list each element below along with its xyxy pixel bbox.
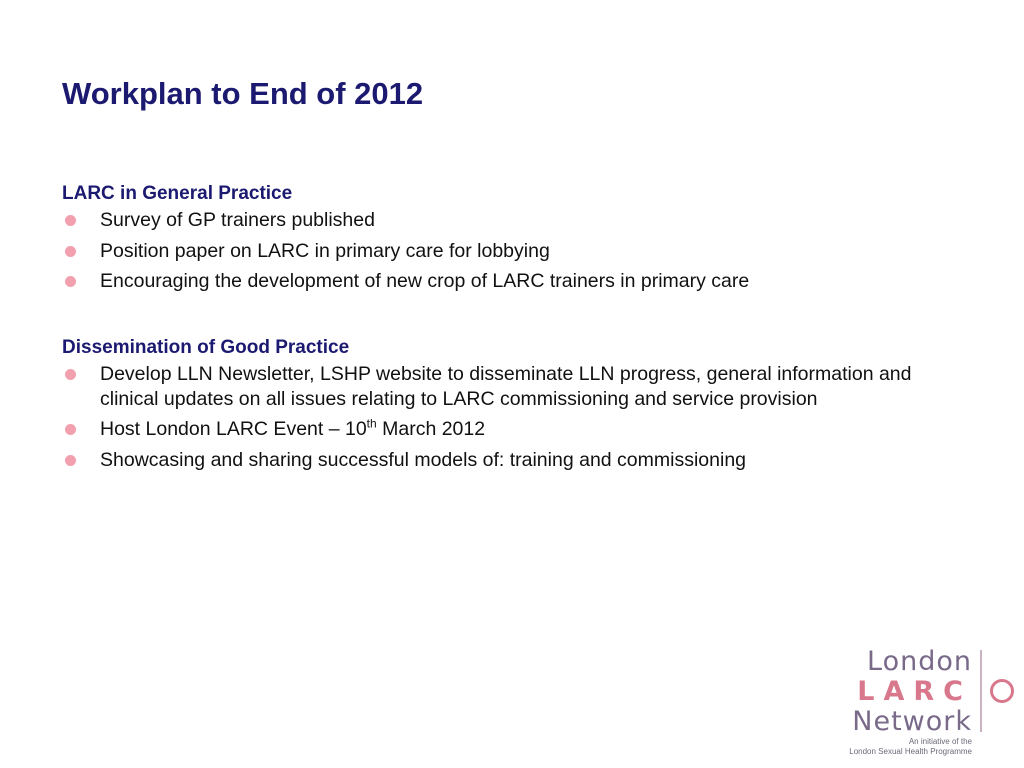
section-heading: LARC in General Practice	[62, 183, 293, 204]
bullet-dot-icon	[65, 455, 76, 466]
bullet-text: Encouraging the development of new crop of LARC trainers in primary care	[100, 270, 750, 292]
bullet-dot-icon	[65, 246, 76, 257]
section-larc-general-practice	[62, 182, 962, 300]
bullet-item	[62, 269, 962, 294]
bullet-text: Showcasing and sharing successful models of: training and commissioning	[100, 448, 747, 471]
section-heading: Dissemination of Good Practice	[62, 337, 350, 358]
logo-line-larc: LARC	[857, 676, 972, 707]
bullet-text: Develop LLN Newsletter, LSHP website to disseminate LLN progress, general information and clinical updates on all issues relating to LARC commissioning and service provision	[100, 363, 912, 410]
logo-line-london: London	[867, 646, 972, 677]
london-larc-network-logo	[838, 646, 1018, 758]
bullet-text-after: March 2012	[376, 418, 486, 440]
bullet-dot-icon	[65, 276, 76, 287]
bullet-item	[62, 362, 962, 411]
bullet-text: Position paper on LARC in primary care for lobbying	[100, 239, 550, 262]
bullet-item	[62, 448, 962, 473]
logo-tagline-1: An initiative of the	[908, 737, 972, 746]
bullet-item	[62, 417, 962, 442]
bullet-text: Survey of GP trainers published	[100, 209, 375, 231]
bullet-item	[62, 239, 962, 264]
logo-tagline-2: London Sexual Health Programme	[849, 747, 972, 756]
logo-divider	[980, 650, 982, 732]
logo-line-network: Network	[852, 706, 972, 737]
bullet-dot-icon	[65, 369, 76, 380]
bullet-item	[62, 208, 962, 233]
logo-circle-icon	[990, 679, 1014, 703]
slide-title: Workplan to End of 2012	[62, 76, 424, 111]
bullet-list	[62, 362, 962, 472]
bullet-text-superscript: th	[366, 416, 377, 431]
bullet-list	[62, 208, 962, 294]
bullet-dot-icon	[65, 215, 76, 226]
bullet-text-before: Host London LARC Event – 10	[100, 418, 367, 440]
section-dissemination	[62, 336, 962, 478]
bullet-dot-icon	[65, 424, 76, 435]
